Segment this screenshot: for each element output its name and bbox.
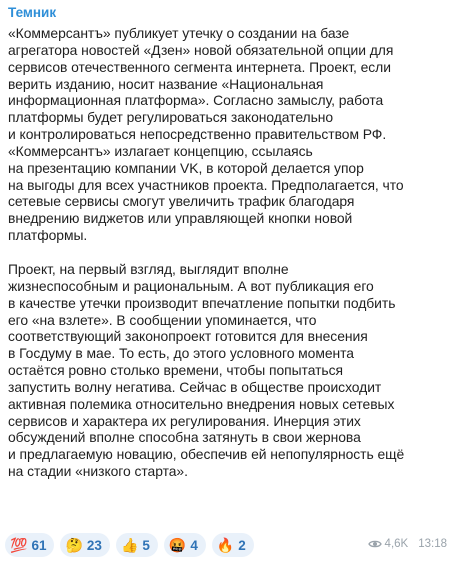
text-line: Проект, на первый взгляд, выглядит вполне bbox=[8, 260, 289, 277]
reaction-hundred[interactable] bbox=[5, 533, 54, 557]
text-line: остаётся ровно столько времени, чтобы попытаться bbox=[8, 362, 343, 379]
reaction-count: 61 bbox=[31, 537, 47, 553]
reaction-angry[interactable] bbox=[164, 533, 206, 557]
reaction-count: 2 bbox=[238, 537, 246, 553]
text-line: «Коммерсантъ» излагает концепцию, ссылаясь bbox=[8, 142, 313, 159]
text-line: верить изданию, носит название «Национальная bbox=[8, 75, 324, 92]
text-line: соответствующий законопроект готовится для внесения bbox=[8, 328, 368, 345]
text-line: на выгоды для всех участников проекта. Предполагается, что bbox=[8, 176, 404, 193]
reaction-count: 4 bbox=[190, 537, 198, 553]
channel-name[interactable]: Темник bbox=[8, 5, 57, 20]
text-line: внедрению виджетов или управляющей кнопки новой bbox=[8, 210, 353, 227]
text-line: «Коммерсантъ» публикует утечку о создании на базе bbox=[8, 25, 350, 41]
view-count: 4,6K bbox=[384, 538, 409, 550]
text-line: агрегатора новостей «Дзен» новой обязательной опции для bbox=[8, 41, 394, 58]
text-line: платформы. bbox=[8, 227, 88, 244]
hundred-points-icon: 💯 bbox=[10, 537, 28, 553]
reaction-thinking[interactable] bbox=[60, 533, 109, 557]
reaction-count: 23 bbox=[86, 537, 102, 553]
text-line: обсуждений вполне способна затянуть в свои жернова bbox=[8, 429, 361, 446]
eye-icon bbox=[368, 539, 382, 549]
fire-icon: 🔥 bbox=[216, 537, 235, 553]
reaction-fire[interactable] bbox=[212, 533, 254, 557]
text-line: сервисов и характера их регулирования. Инерция этих bbox=[8, 412, 361, 429]
text-line: активная полемика относительно внедрения новых сетевых bbox=[8, 395, 395, 412]
paragraph-1 bbox=[8, 25, 445, 244]
cursing-face-icon: 🤬 bbox=[168, 537, 187, 553]
text-line: и контролироваться непосредственно правительством РФ. bbox=[8, 126, 387, 143]
thumbs-up-icon: 👍 bbox=[120, 537, 139, 553]
paragraph-2 bbox=[8, 261, 445, 480]
text-line: сервисов отечественного сегмента интернета. Проект, если bbox=[8, 58, 391, 75]
text-line: и предлагаемую новацию, обеспечив ей непопулярность ещё bbox=[8, 446, 405, 463]
text-line: его «на взлете». В сообщении упоминается, что bbox=[8, 311, 317, 328]
message-time: 13:18 bbox=[418, 538, 447, 550]
text-line: на презентацию компании VK, в которой делается упор bbox=[8, 159, 364, 176]
paragraph-gap bbox=[8, 244, 445, 261]
text-line: платформы будет регулироваться законодательно bbox=[8, 109, 334, 126]
text-line: на стадии «низкого старта». bbox=[8, 463, 188, 480]
reaction-thumbs-up[interactable] bbox=[116, 533, 158, 557]
text-line: в Госдуму в мае. То есть, до этого условного момента bbox=[8, 345, 354, 362]
text-line: в качестве утечки производит впечатление попытки подбить bbox=[8, 294, 396, 311]
text-line: сетевые сервисы смогут увеличить трафик благодаря bbox=[8, 193, 355, 210]
message-footer bbox=[5, 533, 447, 559]
post-text bbox=[8, 25, 445, 480]
text-line: жизнеспособным и рациональным. А вот публикация его bbox=[8, 277, 374, 294]
message-meta bbox=[368, 538, 447, 550]
reaction-count: 5 bbox=[142, 537, 150, 553]
text-line: информационная платформа». Согласно замыслу, работа bbox=[8, 92, 384, 109]
text-line: запустить волну негатива. Сейчас в обществе происходит bbox=[8, 378, 382, 395]
thinking-face-icon: 🤔 bbox=[65, 537, 83, 553]
